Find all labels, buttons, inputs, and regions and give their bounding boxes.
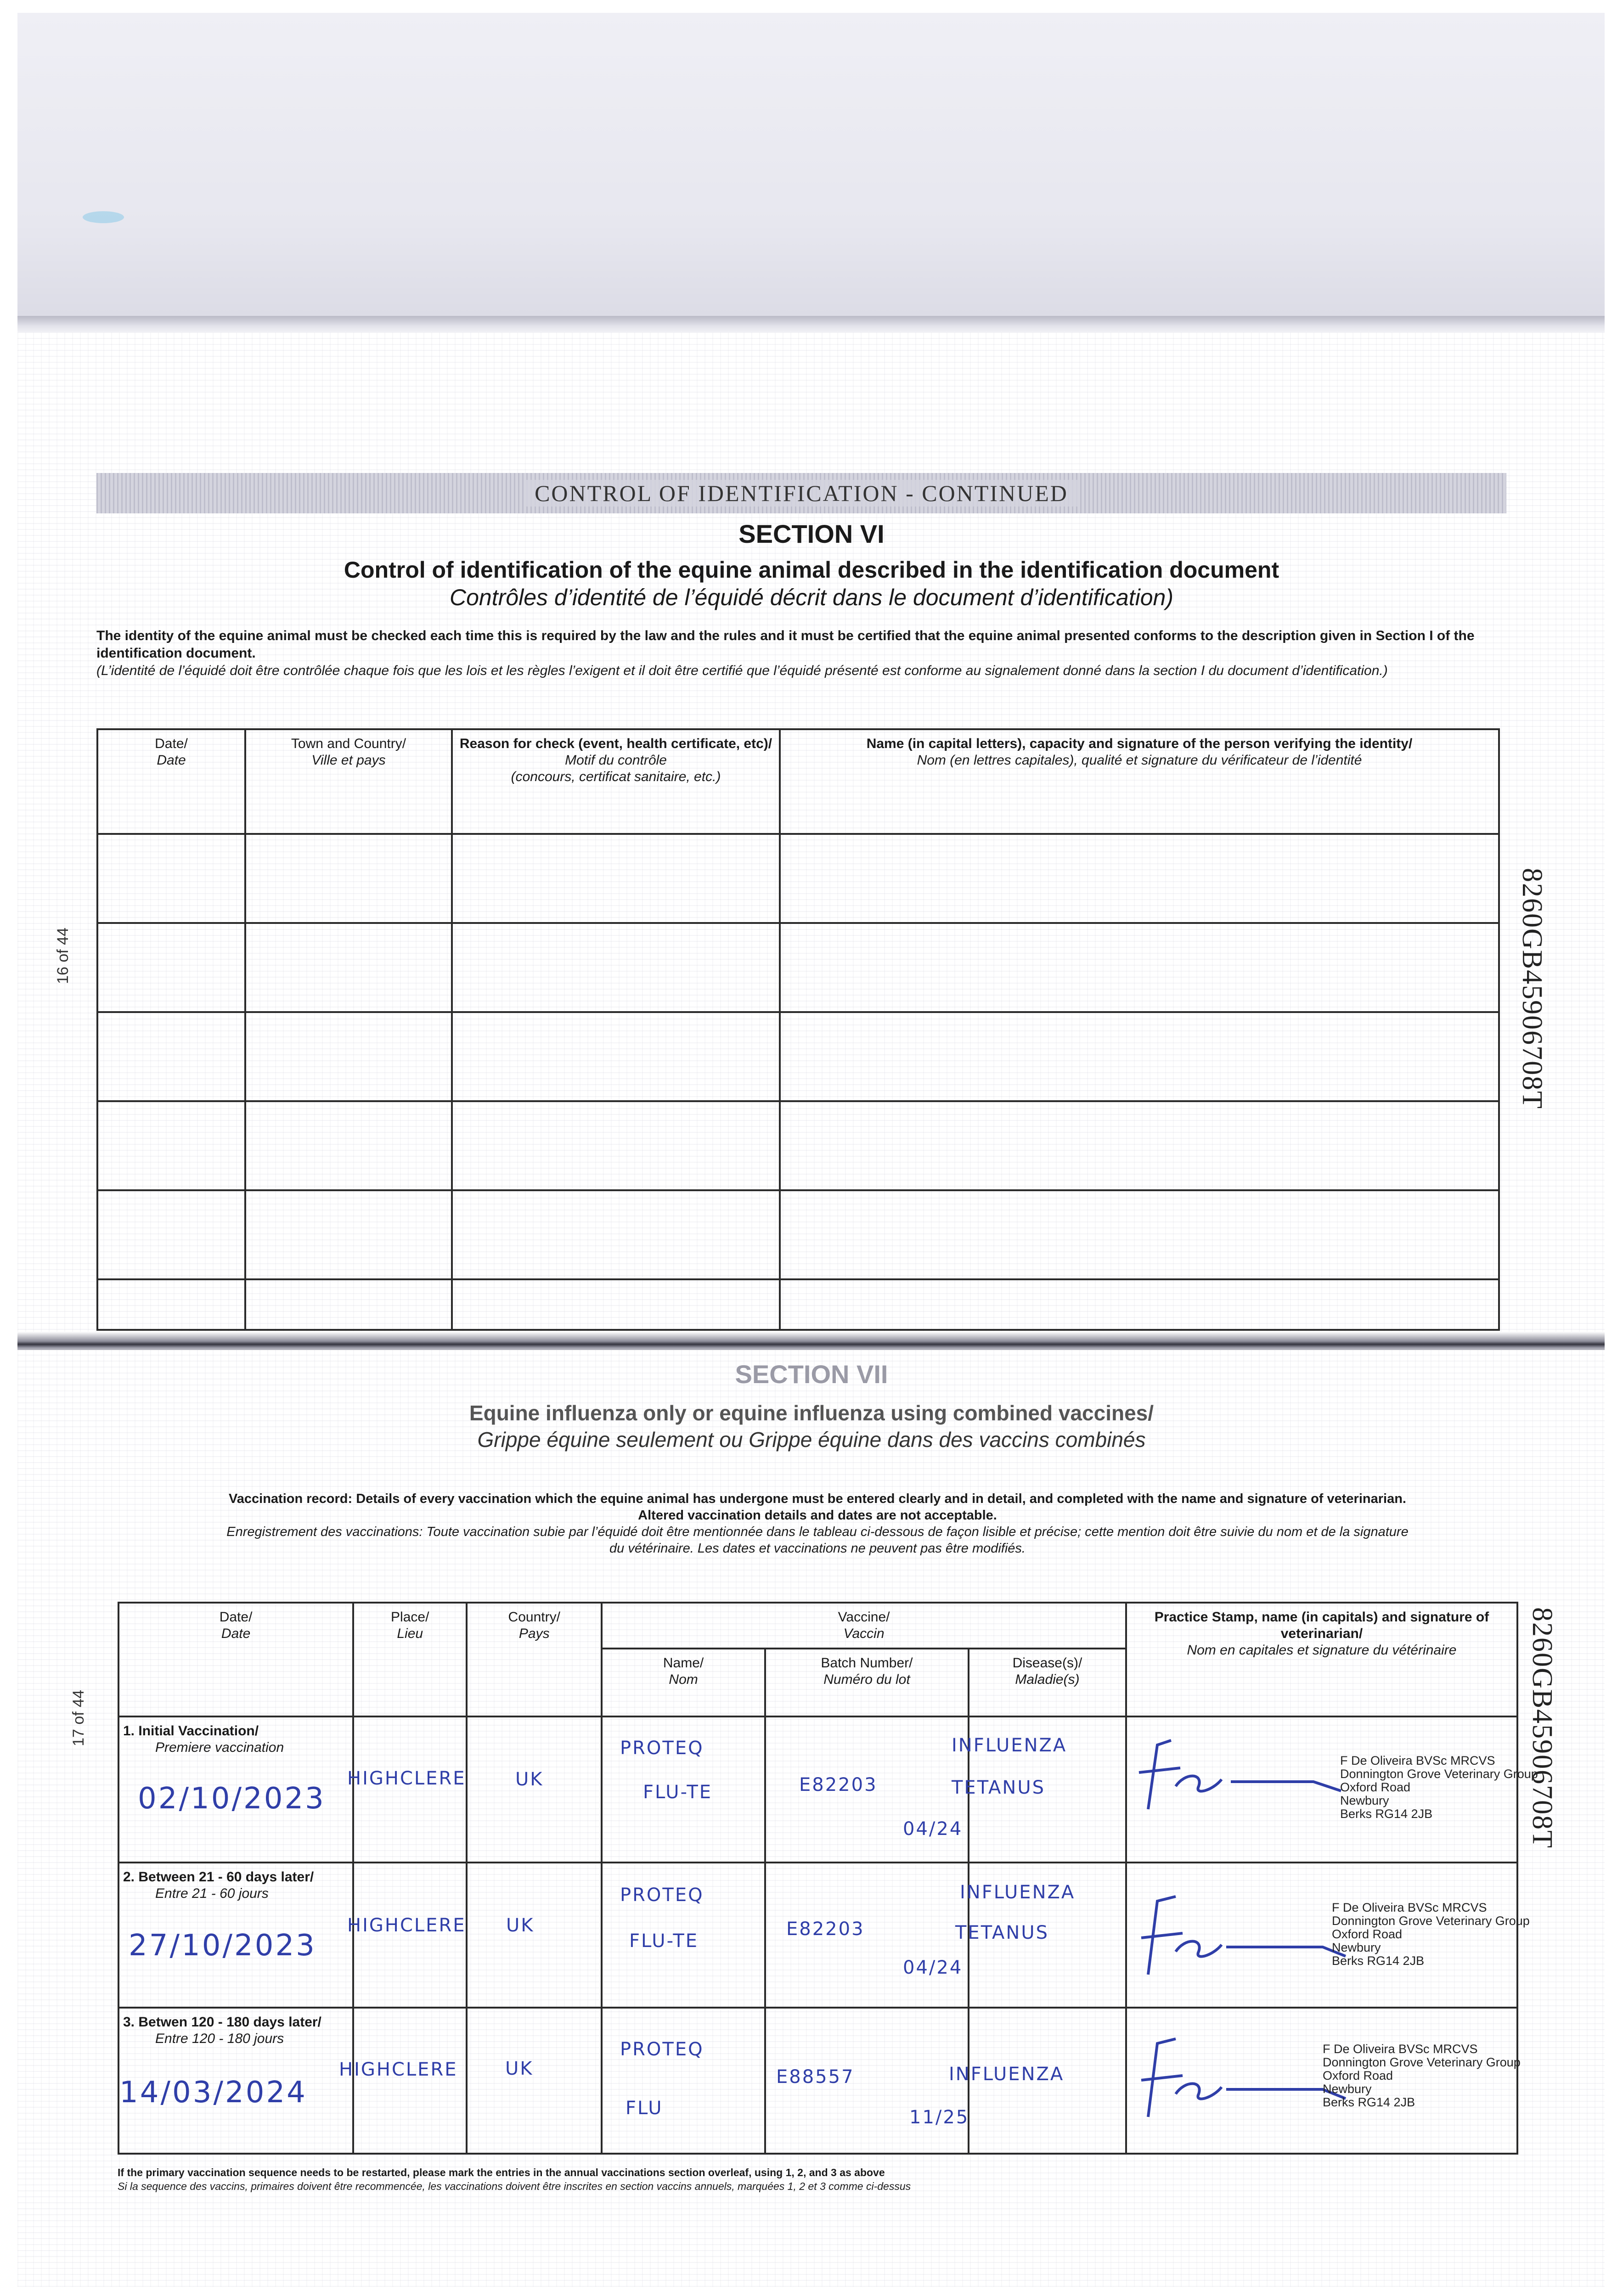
practice-stamp-3: F De Oliveira BVSc MRCVS Donnington Grove Veterinary Group Oxford Road Newbury Berks RG14 2JB	[1323, 2042, 1521, 2109]
col-vacc-date: Date/ Date	[118, 1603, 353, 1716]
practice-stamp-1: F De Oliveira BVSc MRCVS Donnington Grove Veterinary Group Oxford Road Newbury Berks RG14 2JB	[1340, 1754, 1538, 1821]
row2-date: 27/10/2023	[129, 1929, 316, 1963]
col-reason: Reason for check (event, health certificate, etc)/ Motif du contrôle (concours, certificat sanitaire, etc.)	[452, 729, 780, 834]
row2-disease2: TETANUS	[955, 1922, 1049, 1943]
row1-disease2: TETANUS	[952, 1777, 1045, 1798]
row1-country: UK	[515, 1769, 544, 1790]
intro-en: The identity of the equine animal must be checked each time this is required by the law and the rules and it must be certified that the equine animal presented conforms to the description given in Section I of the identification document.	[96, 628, 1475, 661]
row3-name2: FLU	[626, 2098, 663, 2119]
footer-en: If the primary vaccination sequence needs to be restarted, please mark the entries in the annual vaccinations section overleaf, using 1, 2, and 3 as above	[118, 2167, 885, 2178]
row1-disease1: INFLUENZA	[952, 1735, 1067, 1756]
identity-check-table	[96, 728, 1500, 1331]
row2-country: UK	[506, 1915, 535, 1936]
row3-disease1: INFLUENZA	[949, 2064, 1065, 2085]
col-country: Country/ Pays	[467, 1603, 602, 1716]
section-vii-title: Equine influenza only or equine influenza using combined vaccines/	[469, 1401, 1154, 1425]
intro-fr: (L’identité de l’équidé doit être contrôlée chaque fois que les lois et les règles l’exigent et il doit être certifié que l’équidé présenté est conforme au signalement donné dans la section I du document d’identification.)	[96, 663, 1388, 678]
section-banner	[96, 473, 1506, 513]
cover-edge	[17, 316, 1605, 332]
row2-expiry: 04/24	[903, 1957, 963, 1978]
row3-date: 14/03/2024	[119, 2076, 307, 2110]
page-number-16: 16 of 44	[54, 928, 72, 984]
row1-name1: PROTEQ	[620, 1738, 704, 1759]
col-date: Date/ Date	[97, 729, 245, 834]
scanner-cover	[17, 13, 1605, 316]
col-place: Place/ Lieu	[353, 1603, 467, 1716]
table-row	[97, 923, 1499, 1012]
row1-name2: FLU-TE	[643, 1782, 713, 1803]
row2-batch: E82203	[786, 1919, 865, 1940]
section-vii-heading: SECTION VII	[735, 1360, 888, 1389]
banner-text: CONTROL OF IDENTIFICATION - CONTINUED	[524, 480, 1079, 506]
row1-batch: E82203	[799, 1774, 878, 1795]
table-row	[97, 1190, 1499, 1279]
row2-disease1: INFLUENZA	[960, 1882, 1076, 1903]
row3-expiry: 11/25	[909, 2107, 969, 2128]
row2-name1: PROTEQ	[620, 1885, 704, 1906]
passport-number-16: 8260GB45906708T	[1516, 868, 1548, 1109]
practice-stamp-2: F De Oliveira BVSc MRCVS Donnington Grove Veterinary Group Oxford Road Newbury Berks RG14 2JB	[1332, 1901, 1530, 1968]
section-vi-heading: SECTION VI	[738, 519, 885, 548]
intro-fr-7: Enregistrement des vaccinations: Toute vaccination subie par l’équidé doit être mentionnée dans le tableau ci-dessous de façon lisible et précise; cette mention doit être suivie du nom et de la signature	[226, 1525, 1409, 1539]
col-vaccine: Vaccine/ Vaccin	[602, 1603, 1126, 1649]
intro-en2-7: Altered vaccination details and dates are not acceptable.	[638, 1508, 997, 1523]
row1-date: 02/10/2023	[138, 1782, 326, 1816]
page-number-17: 17 of 44	[70, 1690, 87, 1746]
vet-signature-2	[1130, 1887, 1350, 1979]
section-vi-title: Control of identification of the equine animal described in the identification document	[344, 557, 1279, 583]
col-batch: Batch Number/ Numéro du lot	[765, 1649, 969, 1716]
col-verifier: Name (in capital letters), capacity and signature of the person verifying the identity/ Nom (en lettres capitales), qualité et signature du vérificateur de l’identité	[780, 729, 1499, 834]
section-vii-intro	[119, 1491, 1516, 1557]
table-row	[97, 1101, 1499, 1190]
section-vii-title-fr: Grippe équine seulement ou Grippe équine dans des vaccins combinés	[477, 1428, 1146, 1452]
vet-signature-3	[1130, 2034, 1350, 2122]
row1-label: 1. Initial Vaccination/ Premiere vaccination	[118, 1716, 353, 1863]
intro-en-7: Vaccination record: Details of every vaccination which the equine animal has undergone must be entered clearly and in detail, and completed with the name and signature of veterinarian.	[229, 1491, 1406, 1506]
section-vi-title-fr: Contrôles d’identité de l’équidé décrit dans le document d’identification)	[450, 585, 1173, 610]
intro-fr2-7: du vétérinaire. Les dates et vaccinations ne peuvent pas être modifiés.	[609, 1541, 1026, 1556]
vet-signature-1	[1130, 1736, 1350, 1814]
row2-label: 2. Between 21 - 60 days later/ Entre 21 - 60 jours	[118, 1863, 353, 2008]
col-disease: Disease(s)/ Maladie(s)	[969, 1649, 1126, 1716]
row3-country: UK	[505, 2058, 534, 2079]
row3-label: 3. Betwen 120 - 180 days later/ Entre 120 - 180 jours	[118, 2008, 353, 2154]
row3-name1: PROTEQ	[620, 2039, 704, 2060]
row2-place: HIGHCLERE	[347, 1915, 466, 1936]
section-vi-intro	[96, 627, 1488, 680]
col-practice-stamp: Practice Stamp, name (in capitals) and signature of veterinarian/ Nom en capitales et signature du vétérinaire	[1126, 1603, 1517, 1716]
col-vaccine-name: Name/ Nom	[602, 1649, 765, 1716]
footer-fr: Si la sequence des vaccins, primaires doivent être recommencée, les vaccinations doivent être inscrites en section vaccins annuels, marquées 1, 2 et 3 comme ci-dessus	[118, 2180, 911, 2192]
footer-note	[118, 2166, 911, 2193]
row1-place: HIGHCLERE	[347, 1768, 466, 1789]
row1-expiry: 04/24	[903, 1818, 963, 1840]
table-row	[97, 834, 1499, 923]
row2-name2: FLU-TE	[629, 1930, 699, 1952]
row3-place: HIGHCLERE	[339, 2059, 458, 2080]
passport-number-17: 8260GB45906708T	[1527, 1607, 1558, 1849]
col-town: Town and Country/ Ville et pays	[245, 729, 452, 834]
row3-batch: E88557	[776, 2066, 855, 2088]
table-row	[97, 1012, 1499, 1101]
scan-speck	[83, 211, 124, 223]
table-row	[97, 1279, 1499, 1330]
